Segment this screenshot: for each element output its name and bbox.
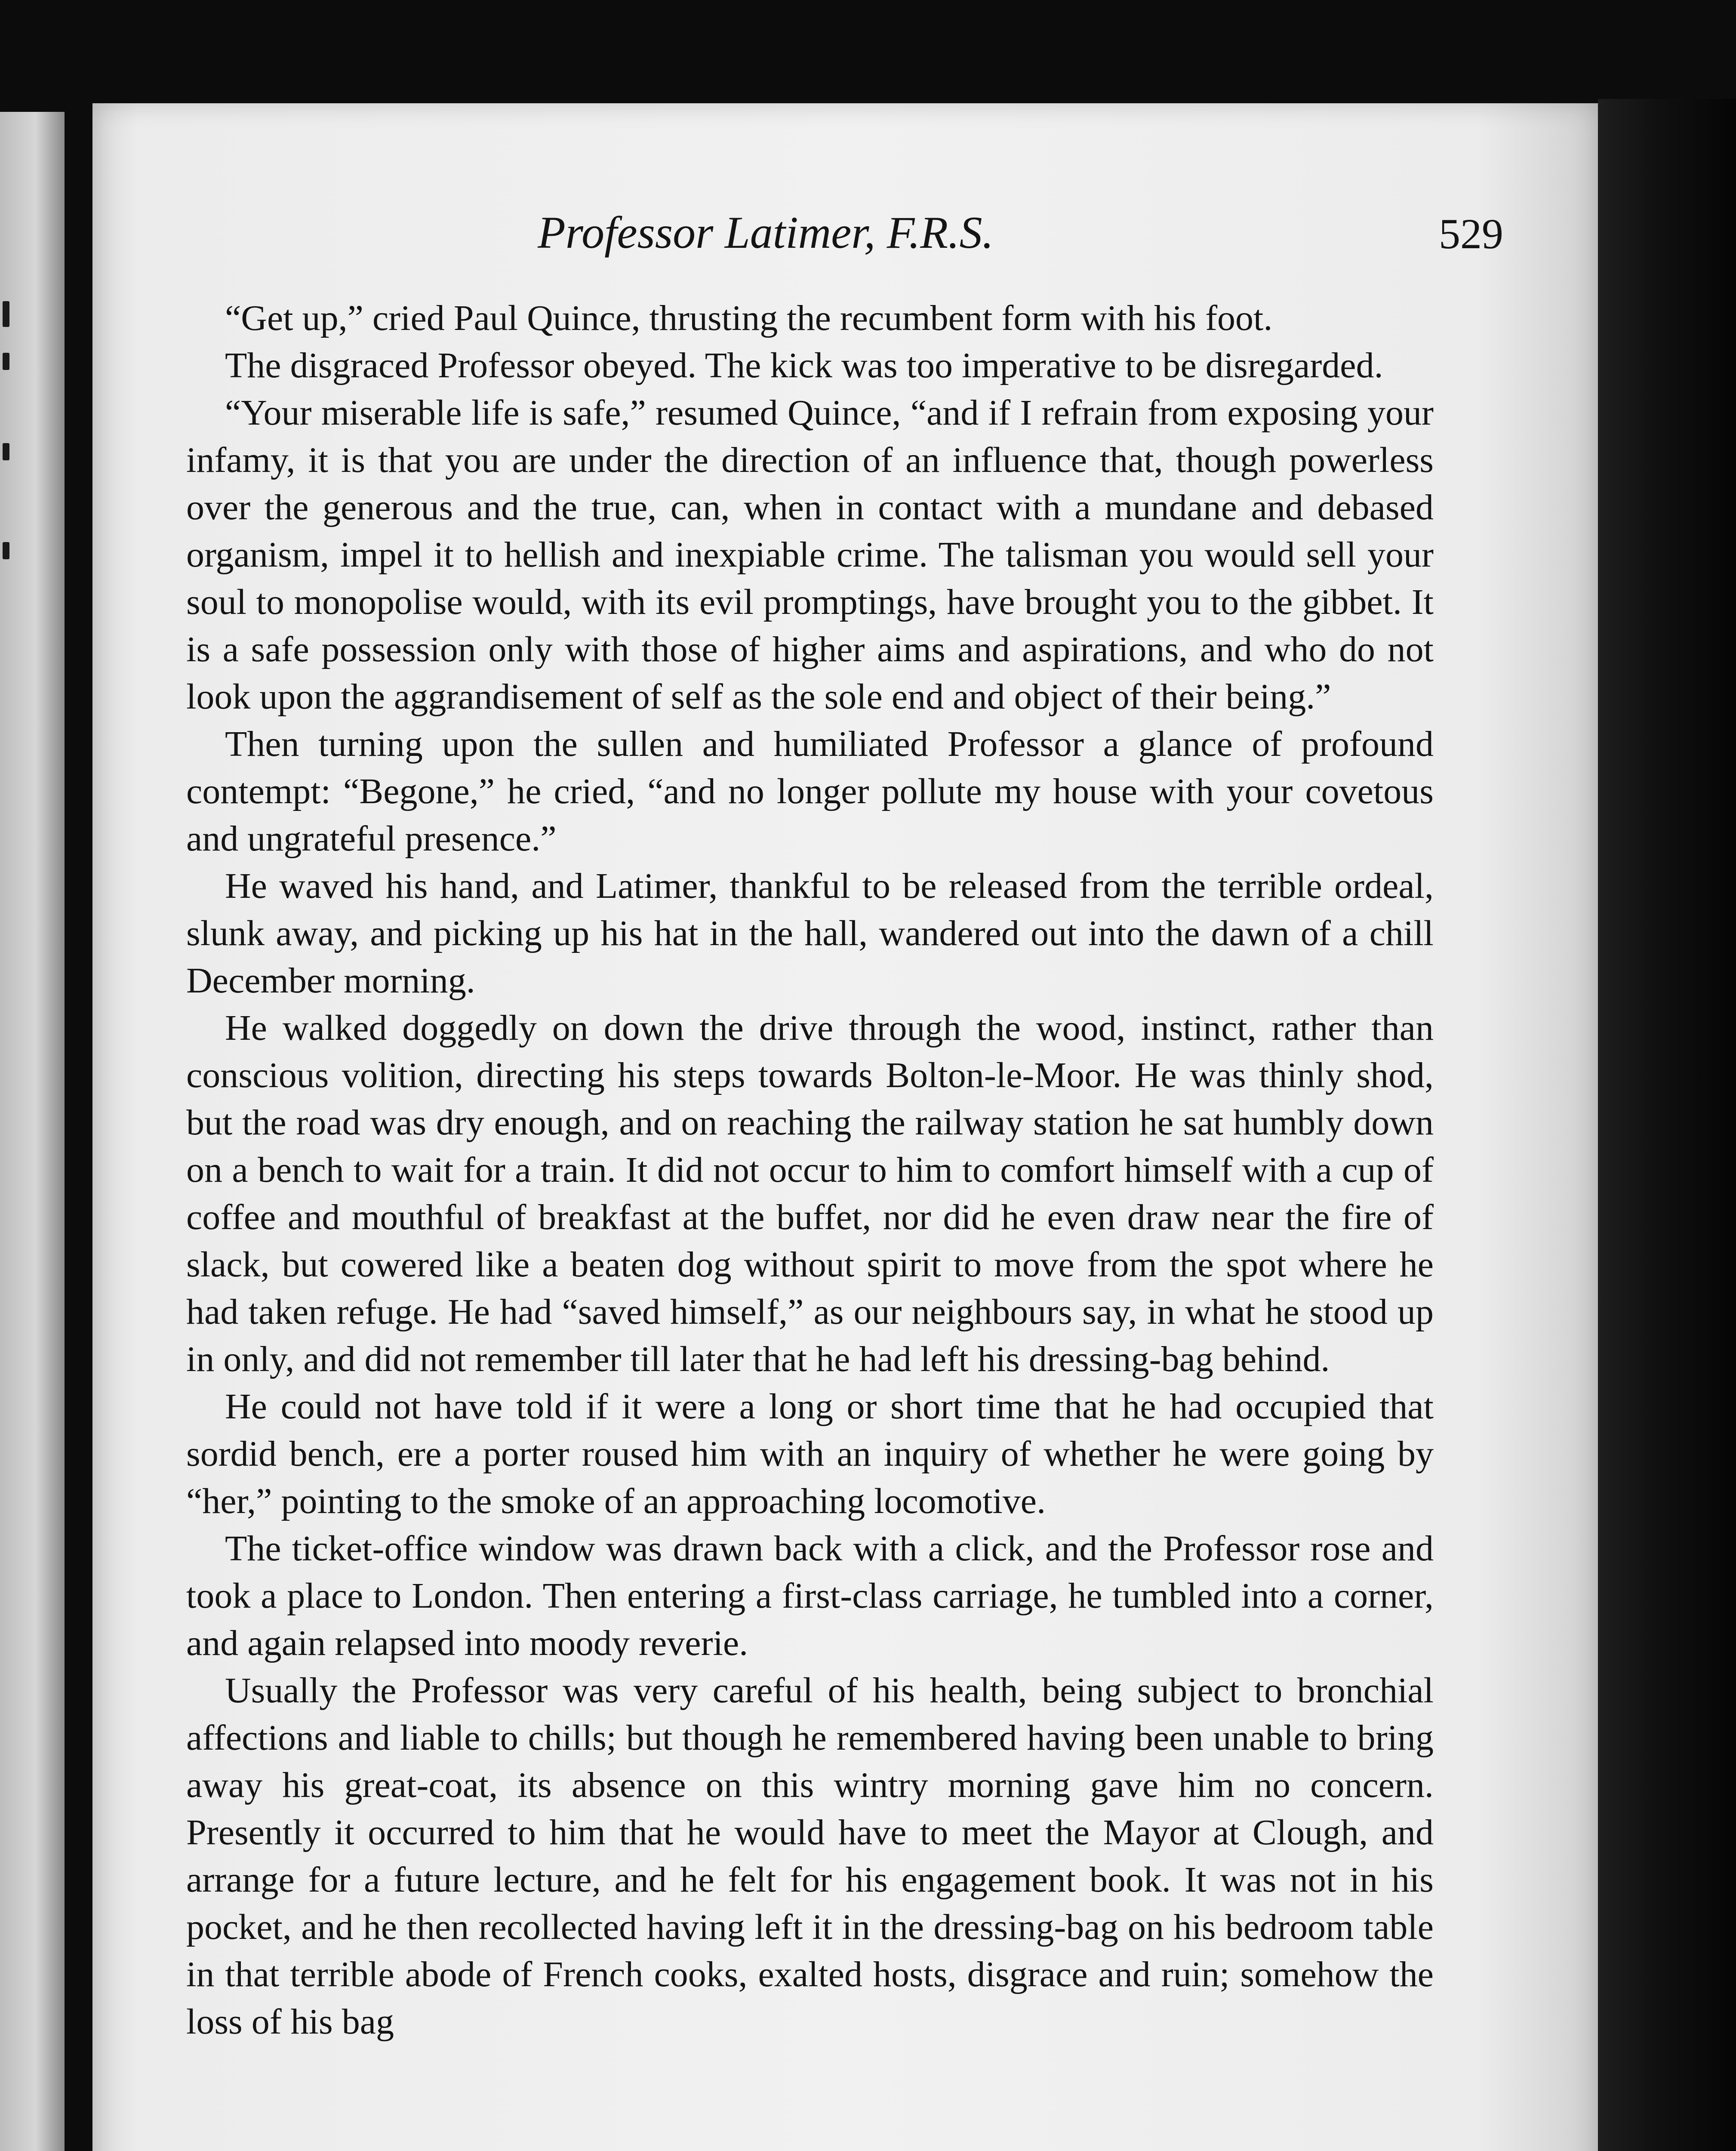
page-number: 529 [1439,210,1503,258]
left-facing-page-edge [0,112,65,2151]
running-title: Professor Latimer, F.R.S. [538,207,994,258]
left-page-glyph [3,542,9,559]
paragraph: He could not have told if it were a long or short time that he had occupied that sordid bench, ere a porter roused him with an inquiry of whether he were going by “her,” pointing to the smoke of an approaching locomotive. [186,1387,1434,1521]
left-page-glyph [3,353,9,370]
paragraph: “Get up,” cried Paul Quince, thrusting the recumbent form with his foot. [225,298,1273,338]
left-page-glyph [3,301,9,327]
right-dark-margin [1598,99,1736,2151]
paragraph: Then turning upon the sullen and humiliated Professor a glance of profound contempt: “Begone,” he cried, “and no longer pollute my house with your covetous and ungrateful presence.” [186,724,1434,859]
book-page [92,103,1598,2151]
paragraph: “Your miserable life is safe,” resumed Quince, “and if I refrain from exposing your infamy, it is that you are under the direction of an influence that, though powerless over the generous and the true, can, when in contact with a mundane and debased organism, impel it to hellish and inexpiable crime. The talisman you would sell your soul to monopolise would, with its evil promptings, have brought you to the gibbet. It is a safe possession only with those of higher aims and aspirations, and who do not look upon the aggrandisement of self as the sole end and object of their being.” [186,393,1434,717]
paragraph: The ticket-office window was drawn back with a click, and the Professor rose and took a place to London. Then entering a first-class carriage, he tumbled into a corner, and again relapsed into moody reverie. [186,1529,1434,1663]
paragraph: He waved his hand, and Latimer, thankful to be released from the terrible ordeal, slunk away, and picking up his hat in the hall, wandered out into the dawn of a chill December morning. [186,866,1434,1001]
paragraph: He walked doggedly on down the drive through the wood, instinct, rather than conscious volition, directing his steps towards Bolton-le-Moor. He was thinly shod, but the road was dry enough, and on reaching the railway station he sat humbly down on a bench to wait for a train. It did not occur to him to comfort himself with a cup of coffee and mouthful of breakfast at the buffet, nor did he even draw near the fire of slack, but cowered like a beaten dog without spirit to move from the spot where he had taken refuge. He had “saved himself,” as our neighbours say, in what he stood up in only, and did not remember till later that he had left his dressing-bag behind. [186,1008,1434,1379]
body-text [186,295,1434,2046]
paragraph: Usually the Professor was very careful of his health, being subject to bronchial affections and liable to chills; but though he remembered having been unable to bring away his great-coat, its absence on this wintry morning gave him no concern. Presently it occurred to him that he would have to meet the Mayor at Clough, and arrange for a future lecture, and he felt for his engagement book. It was not in his pocket, and he then recollected having left it in the dressing-bag on his bedroom table in that terrible abode of French cooks, exalted hosts, disgrace and ruin; somehow the loss of his bag [186,1670,1434,2042]
left-page-glyph [3,443,9,460]
paragraph: The disgraced Professor obeyed. The kick was too imperative to be disregarded. [225,345,1383,385]
page-header [92,206,1598,267]
